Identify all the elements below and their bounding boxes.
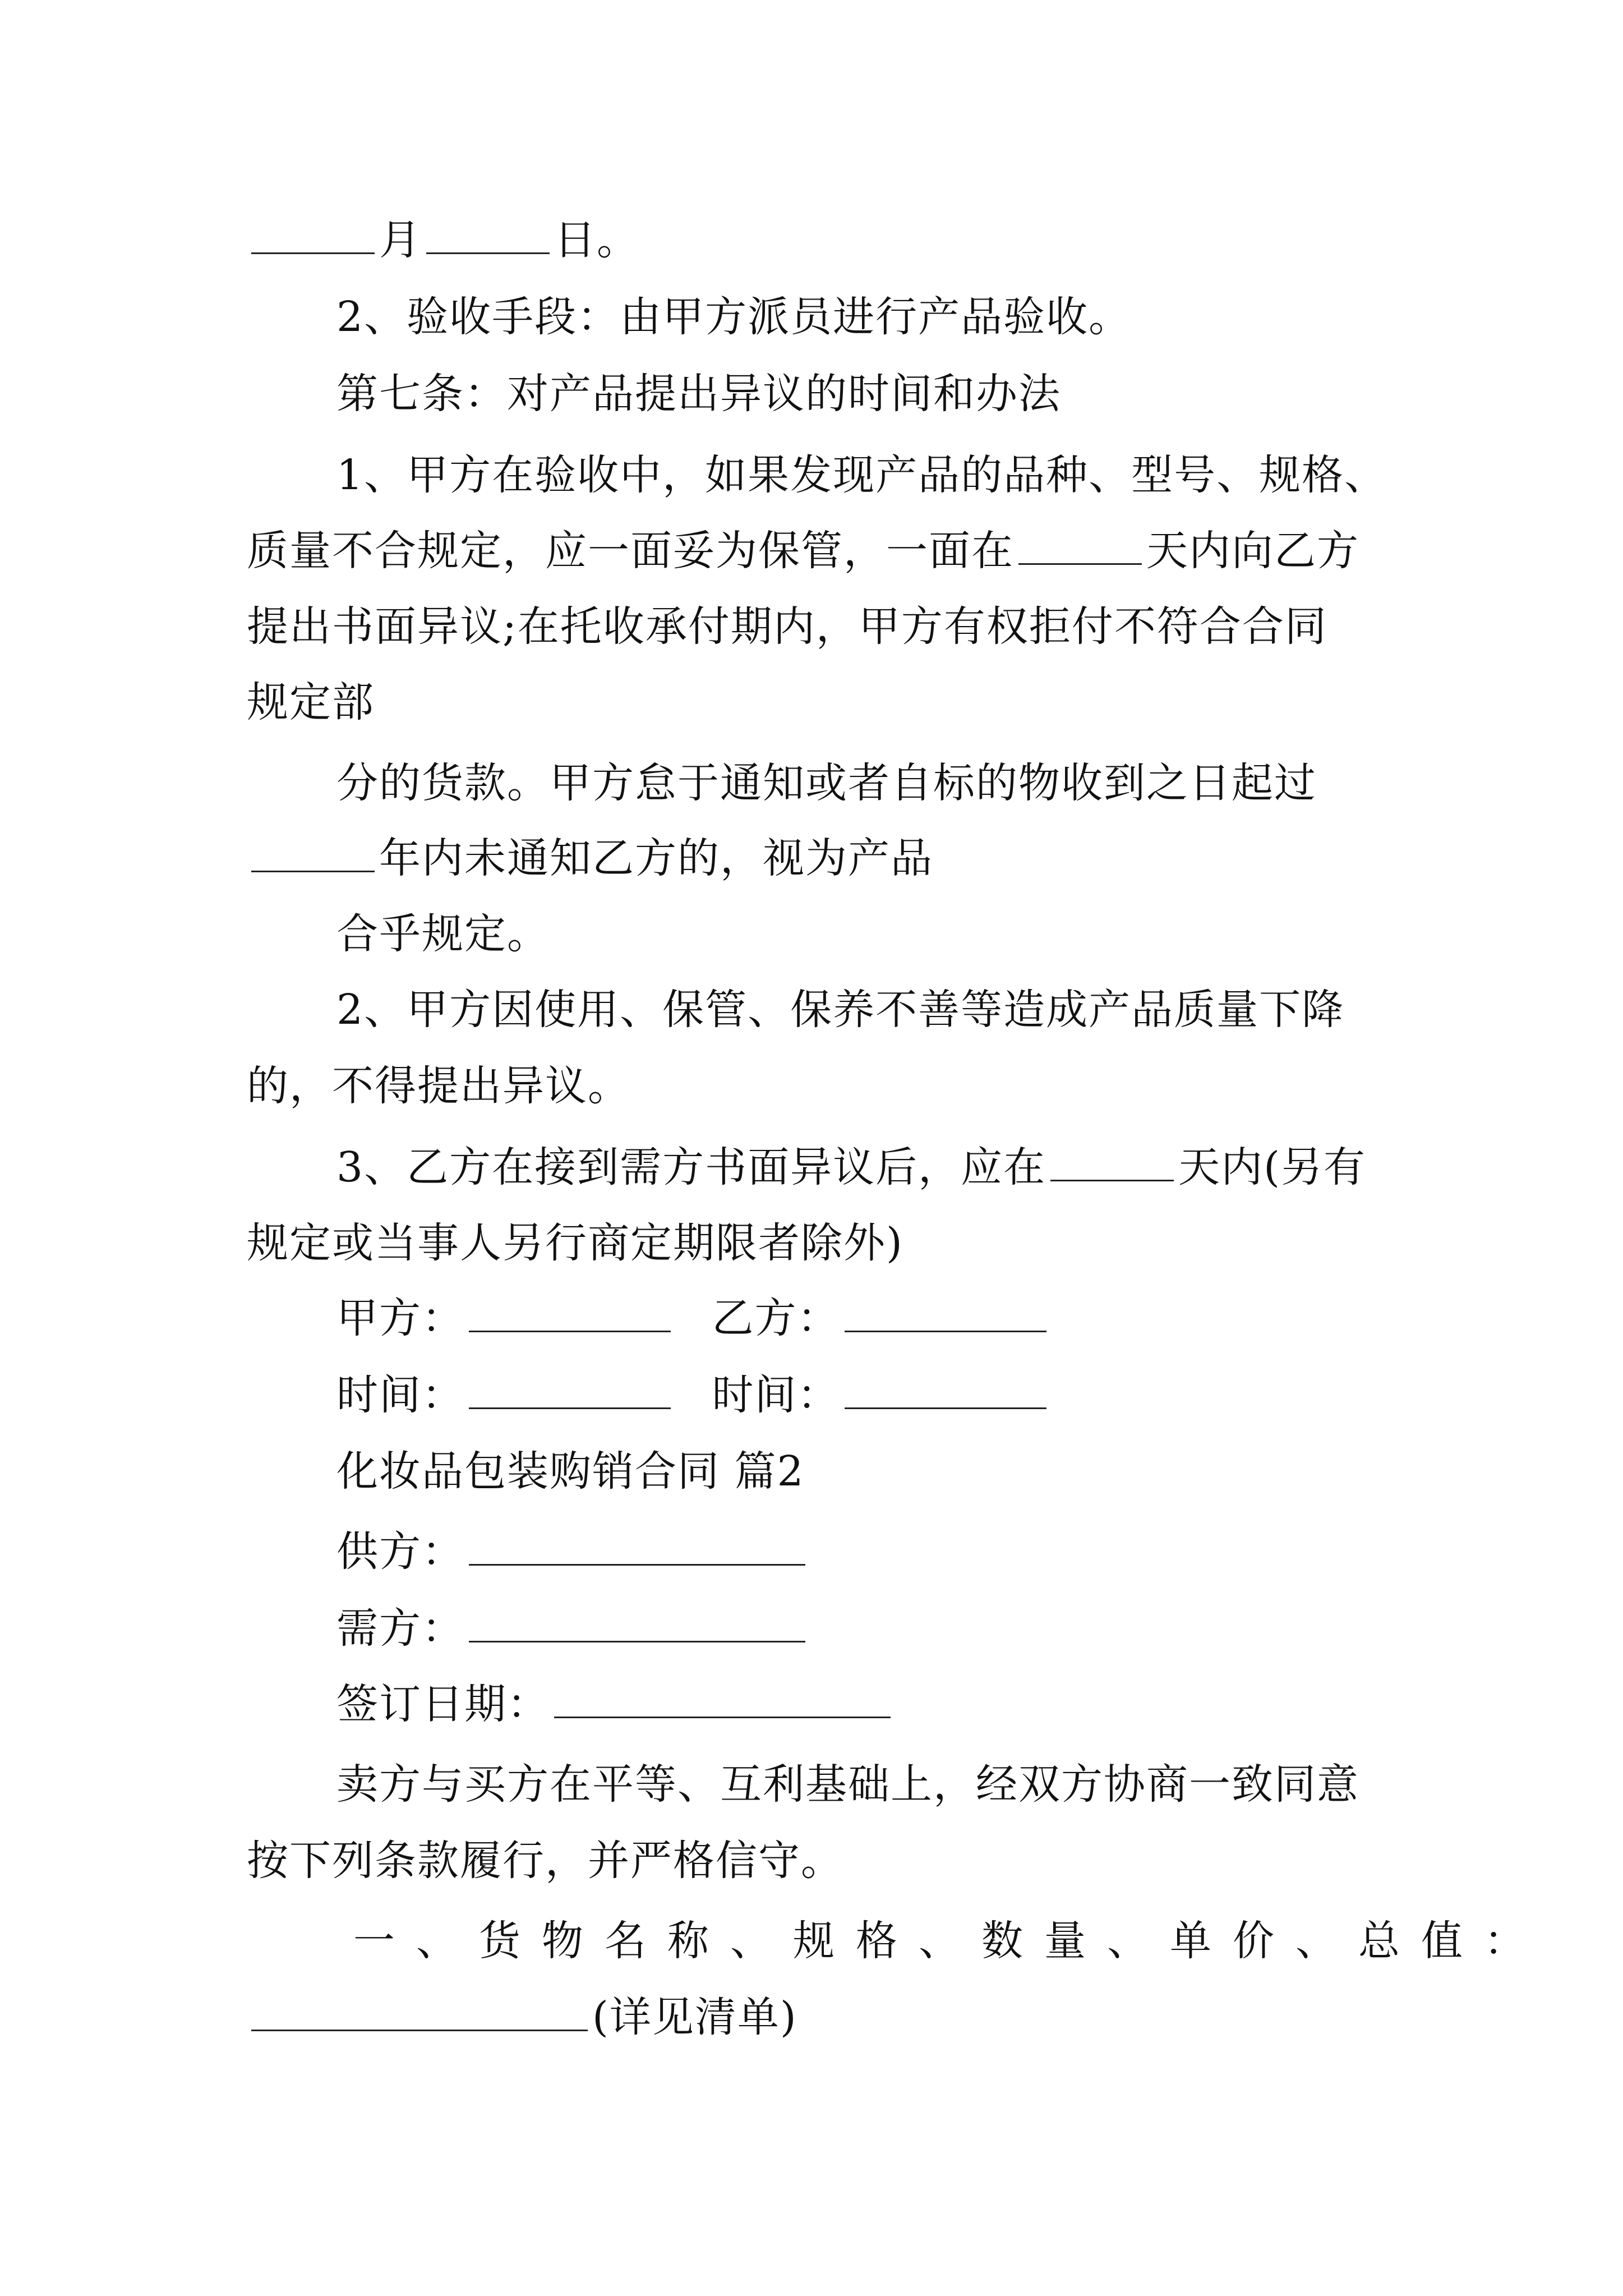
- contract-title: 化妆品包装购销合同 篇2: [336, 1447, 805, 1496]
- supplier-row: [336, 1524, 810, 1580]
- article-seven-heading: 第七条：对产品提出异议的时间和办法: [336, 370, 1061, 418]
- clause-3-line-2: 规定或当事人另行商定期限者除外): [247, 1219, 903, 1267]
- clause-1-line-4: 规定部: [247, 678, 375, 726]
- date-a-label: 时间：: [336, 1371, 464, 1419]
- date-line: [247, 212, 639, 268]
- party-b-blank: [845, 1296, 1046, 1332]
- signature-party-row: [336, 1290, 1051, 1346]
- preamble-line-2: 按下列条款履行，并严格信守。: [247, 1837, 843, 1885]
- sign-date-row: [336, 1676, 895, 1732]
- sign-date-label: 签订日期：: [336, 1680, 550, 1728]
- buyer-blank: [469, 1606, 805, 1642]
- sign-date-blank: [554, 1682, 891, 1718]
- party-a-blank: [469, 1296, 671, 1332]
- date-b-label: 时间：: [712, 1371, 840, 1419]
- clause-1-line-1: 1、甲方在验收中，如果发现产品的品种、型号、规格、: [336, 451, 1387, 499]
- clause-1-line-5: 分的货款。甲方怠于通知或者自标的物收到之日起过: [336, 759, 1317, 807]
- supplier-blank: [469, 1529, 805, 1566]
- day-label: 日。: [554, 216, 639, 264]
- party-b-label: 乙方：: [712, 1294, 840, 1342]
- date-b-blank: [845, 1373, 1046, 1409]
- date-a-blank: [469, 1373, 671, 1409]
- objection-days-blank: [1018, 528, 1142, 565]
- month-blank: [251, 218, 375, 254]
- clause-3-line-1: [336, 1139, 1366, 1195]
- party-a-label: 甲方：: [336, 1294, 464, 1342]
- clause-1-line-2-text-b: 天内向乙方: [1146, 527, 1359, 575]
- clause-1-line-7: 合乎规定。: [336, 910, 550, 958]
- goods-detail-row: [247, 1989, 797, 2045]
- goods-blank: [251, 1995, 588, 2031]
- goods-detail-note: (详见清单): [592, 1993, 797, 2041]
- goods-heading: 一、货物名称、规格、数量、单价、总值：: [353, 1917, 1547, 1965]
- month-label: 月: [379, 216, 422, 264]
- clause-1-line-6: [247, 830, 933, 886]
- signature-date-row: [336, 1367, 1051, 1423]
- clause-1-line-2-text-a: 质量不合规定，应一面妥为保管，一面在: [247, 527, 1014, 575]
- clause-2-line-2: 的，不得提出异议。: [247, 1062, 630, 1110]
- clause-2-line-1: 2、甲方因使用、保管、保养不善等造成产品质量下降: [336, 986, 1345, 1034]
- clause-1-line-6-text: 年内未通知乙方的，视为产品: [379, 834, 933, 882]
- buyer-row: [336, 1600, 810, 1657]
- supplier-label: 供方：: [336, 1527, 464, 1576]
- day-blank: [426, 218, 550, 254]
- years-blank: [251, 836, 375, 872]
- preamble-line-1: 卖方与买方在平等、互利基础上，经双方协商一致同意: [336, 1760, 1359, 1809]
- clause-3-text-b: 天内(另有: [1178, 1143, 1366, 1191]
- clause-1-line-3: 提出书面异议;在托收承付期内，甲方有权拒付不符合合同: [247, 602, 1327, 651]
- clause-1-line-2: [247, 523, 1359, 579]
- clause-3-text-a: 3、乙方在接到需方书面异议后，应在: [336, 1143, 1046, 1191]
- buyer-label: 需方：: [336, 1604, 464, 1653]
- reply-days-blank: [1050, 1145, 1174, 1181]
- acceptance-method: 2、验收手段：由甲方派员进行产品验收。: [336, 293, 1132, 341]
